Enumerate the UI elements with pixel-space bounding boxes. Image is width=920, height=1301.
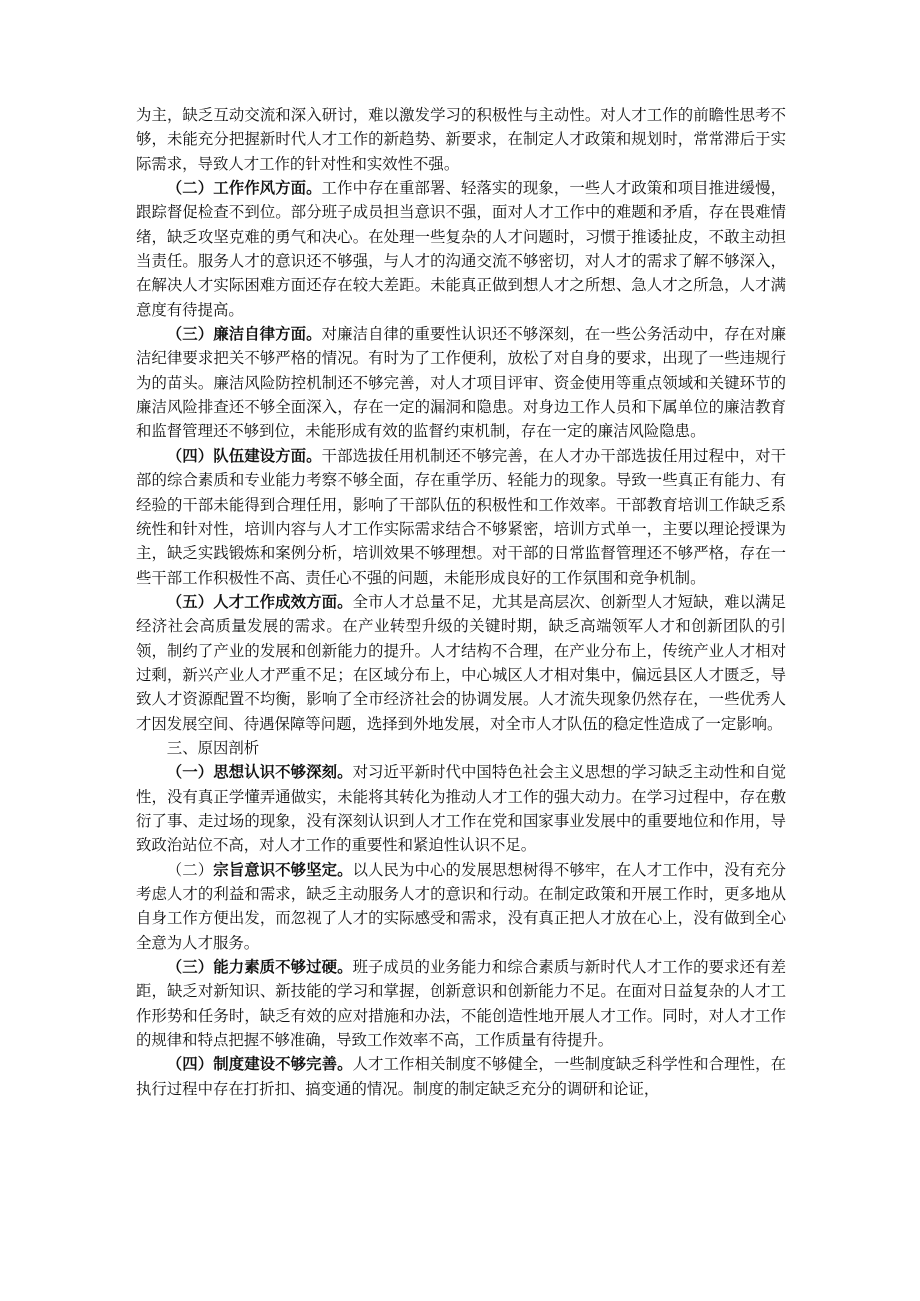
paragraph-talent-results	[136, 590, 786, 736]
paragraph-text: 对习近平新时代中国特色社会主义思想的学习缺乏主动性和自觉性，没有真正学懂弄通做实，未能将其转化为推动人才工作的强大动力。在学习过程中，存在敷衍了事、走过场的现象，没有深刻认识到人才工作在党和国家事业发展中的重要地位和作用，导致政治站位不高，对人才工作的重要性和紧迫性认识不足。	[136, 763, 786, 855]
paragraph-lead: （四）制度建设不够完善。	[166, 1055, 353, 1074]
paragraph-purpose-awareness	[136, 858, 786, 955]
paragraph-lead: （三）廉洁自律方面。	[166, 325, 322, 344]
paragraph-lead: （二）工作作风方面。	[166, 179, 322, 198]
paragraph-lead-number: （二）	[166, 860, 214, 879]
paragraph-integrity	[136, 322, 786, 444]
paragraph-text: 人才工作相关制度不够健全，一些制度缺乏科学性和合理性，在执行过程中存在打折扣、搞变通的情况。制度的制定缺乏充分的调研和论证，	[136, 1055, 786, 1098]
paragraph-text: 干部选拔任用机制还不够完善，在人才办干部选拔任用过程中，对干部的综合素质和专业能力考察不够全面，存在重学历、轻能力的现象。导致一些真正有能力、有经验的干部未能得到合理任用，影响了干部队伍的积极性和工作效率。干部教育培训工作缺乏系统性和针对性，培训内容与人才工作实际需求结合不够紧密，培训方式单一，主要以理论授课为主，缺乏实践锻炼和案例分析，培训效果不够理想。对干部的日常监督管理还不够严格，存在一些干部工作积极性不高、责任心不强的问题，未能形成良好的工作氛围和竞争机制。	[136, 446, 786, 587]
paragraph-lead: （四）队伍建设方面。	[166, 446, 322, 465]
paragraph-text: 以人民为中心的发展思想树得不够牢，在人才工作中，没有充分考虑人才的利益和需求，缺乏主动服务人才的意识和行动。在制定政策和开展工作时，更多地从自身工作方便出发，而忽视了人才的实际感受和需求，没有真正把人才放在心上，没有做到全心全意为人才服务。	[136, 860, 786, 952]
paragraph-lead: （三）能力素质不够过硬。	[166, 958, 353, 977]
paragraph-work-style	[136, 176, 786, 322]
paragraph-ability	[136, 955, 786, 1052]
section-title: 三、原因剖析	[166, 738, 260, 757]
paragraph-text: 工作中存在重部署、轻落实的现象，一些人才政策和项目推进缓慢，跟踪督促检查不到位。部分班子成员担当意识不强，面对人才工作中的难题和矛盾，存在畏难情绪，缺乏攻坚克难的勇气和决心。在处理一些复杂的人才问题时，习惯于推诿扯皮，不敢主动担当责任。服务人才的意识还不够强，与人才的沟通交流不够密切，对人才的需求了解不够深入，在解决人才实际困难方面还存在较大差距。未能真正做到想人才之所想、急人才之所急，人才满意度有待提高。	[136, 179, 786, 319]
document-page	[136, 103, 786, 1101]
paragraph-team-building	[136, 444, 786, 590]
paragraph-text: 班子成员的业务能力和综合素质与新时代人才工作的要求还有差距，缺乏对新知识、新技能的学习和掌握，创新意识和创新能力不足。在面对日益复杂的人才工作形势和任务时，缺乏有效的应对措施和办法，不能创造性地开展人才工作。同时，对人才工作的规律和特点把握不够准确，导致工作效率不高，工作质量有待提升。	[136, 958, 786, 1050]
paragraph-continuation	[136, 103, 786, 176]
paragraph-ideological-awareness	[136, 760, 786, 857]
paragraph-lead: 宗旨意识不够坚定。	[213, 860, 353, 879]
paragraph-lead: （五）人才工作成效方面。	[166, 592, 353, 611]
paragraph-text: 全市人才总量不足，尤其是高层次、创新型人才短缺，难以满足经济社会高质量发展的需求。在产业转型升级的关键时期，缺乏高端领军人才和创新团队的引领，制约了产业的发展和创新能力的提升。人才结构不合理，在产业分布上，传统产业人才相对过剩，新兴产业人才严重不足；在区域分布上，中心城区人才相对集中，偏远县区人才匮乏，导致人才资源配置不均衡，影响了全市经济社会的协调发展。人才流失现象仍然存在，一些优秀人才因发展空间、待遇保障等问题，选择到外地发展，对全市人才队伍的稳定性造成了一定影响。	[136, 592, 786, 733]
paragraph-lead: （一）思想认识不够深刻。	[166, 763, 353, 782]
paragraph-text: 对廉洁自律的重要性认识还不够深刻，在一些公务活动中，存在对廉洁纪律要求把关不够严格的情况。有时为了工作便利，放松了对自身的要求，出现了一些违规行为的苗头。廉洁风险防控机制还不够完善，对人才项目评审、资金使用等重点领域和关键环节的廉洁风险排查还不够全面深入，存在一定的漏洞和隐患。对身边工作人员和下属单位的廉洁教育和监督管理还不够到位，未能形成有效的监督约束机制，存在一定的廉洁风险隐患。	[136, 325, 786, 441]
paragraph-institution-building	[136, 1052, 786, 1101]
section-heading	[136, 736, 786, 760]
paragraph-text: 为主，缺乏互动交流和深入研讨，难以激发学习的积极性与主动性。对人才工作的前瞻性思考不够，未能充分把握新时代人才工作的新趋势、新要求，在制定人才政策和规划时，常常滞后于实际需求，导致人才工作的针对性和实效性不强。	[136, 106, 786, 173]
